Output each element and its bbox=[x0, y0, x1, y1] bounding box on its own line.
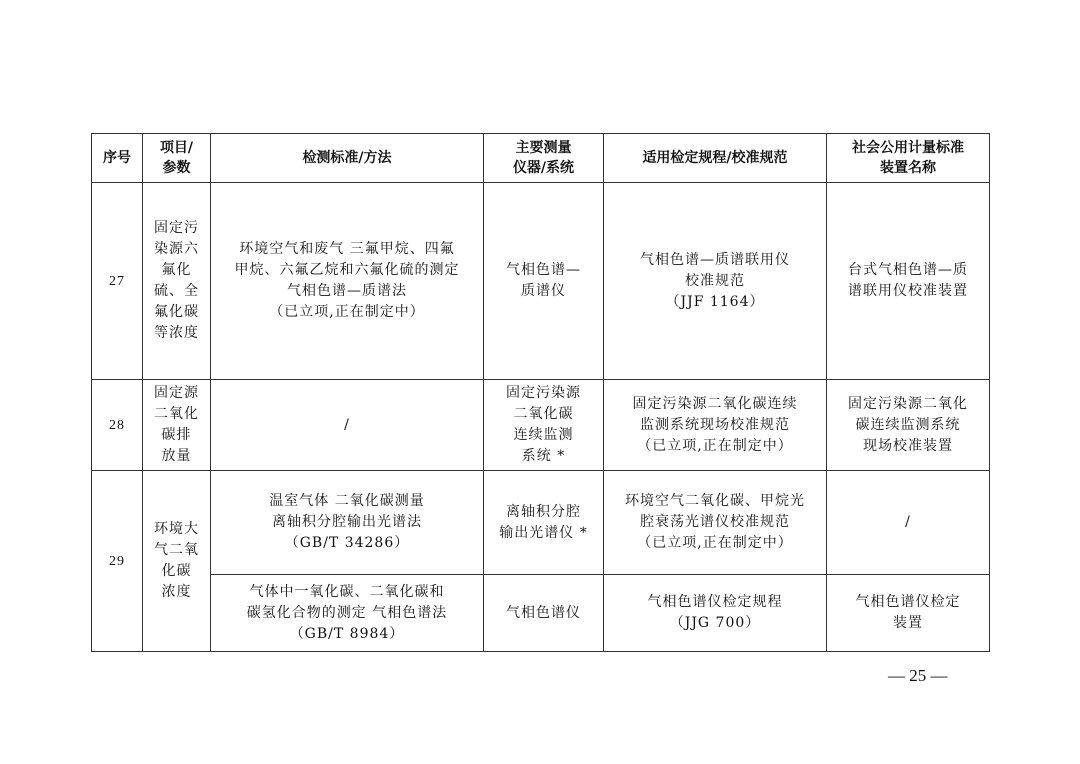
page-number: — 25 — bbox=[888, 666, 948, 685]
row-instrument-cell bbox=[484, 183, 604, 380]
row-standard-cell bbox=[211, 183, 484, 380]
header-device-line: 社会公用计量标准 bbox=[852, 140, 964, 156]
table-row bbox=[92, 471, 990, 575]
row-item-cell bbox=[143, 183, 211, 380]
cell-line: 离轴积分腔 bbox=[506, 503, 581, 520]
cell-line: / bbox=[344, 416, 350, 433]
cell-line: 气相色谱仪检定规程 bbox=[647, 594, 783, 610]
cell-line: 现场校准装置 bbox=[863, 437, 953, 454]
header-no: 序号 bbox=[92, 134, 143, 183]
cell-line: 固定源 bbox=[154, 385, 199, 401]
cell-line: 输出光谱仪 * bbox=[499, 524, 588, 541]
cell-line: 系统 * bbox=[521, 448, 566, 464]
header-device-line: 装置名称 bbox=[880, 160, 936, 176]
cell-line: （已立项,正在制定中） bbox=[637, 535, 793, 551]
cell-line: 气体中一氧化碳、二氧化碳和 bbox=[249, 583, 445, 600]
table-row bbox=[92, 183, 990, 380]
row-item-cell bbox=[143, 380, 211, 471]
row-no-cell: 28 bbox=[92, 380, 143, 471]
cell-line: 染源六 bbox=[154, 241, 199, 257]
row-standard-cell bbox=[211, 575, 484, 652]
cell-line: / bbox=[905, 514, 911, 530]
row-regulation-cell bbox=[604, 183, 827, 380]
table-header-row bbox=[92, 134, 990, 183]
header-item-line: 参数 bbox=[162, 160, 191, 176]
cell-line: 固定污染源 bbox=[506, 385, 581, 401]
cell-line: 气相色谱— bbox=[506, 262, 581, 278]
row-regulation-cell bbox=[604, 380, 827, 471]
cell-line: 浓度 bbox=[161, 584, 192, 600]
table-row bbox=[92, 380, 990, 471]
row-no-cell: 27 bbox=[92, 183, 143, 380]
row-regulation-cell bbox=[604, 471, 827, 575]
cell-line: 装置 bbox=[893, 615, 923, 631]
cell-line: 气相色谱—质谱联用仪 bbox=[640, 251, 790, 268]
cell-line: 校准规范 bbox=[685, 272, 745, 289]
cell-line: 连续监测 bbox=[513, 427, 574, 443]
cell-line: 碳氢化合物的测定 气相色谱法 bbox=[246, 604, 448, 621]
cell-line: 固定污染源二氧化碳连续 bbox=[632, 395, 798, 412]
cell-line: （JJF 1164） bbox=[665, 293, 765, 310]
row-device-cell bbox=[827, 471, 990, 575]
row-item-cell bbox=[143, 471, 211, 652]
cell-line: 固定污染源二氧化 bbox=[848, 395, 968, 412]
cell-line: 碳连续监测系统 bbox=[855, 416, 961, 433]
row-regulation-cell bbox=[604, 575, 827, 652]
cell-line: 气相色谱仪检定 bbox=[855, 594, 961, 610]
row-no-cell: 29 bbox=[92, 471, 143, 652]
cell-line: 气相色谱仪 bbox=[506, 604, 581, 621]
header-instrument-line: 主要测量 bbox=[515, 140, 572, 156]
cell-line: 离轴积分腔输出光谱法 bbox=[272, 514, 422, 530]
row-instrument-cell bbox=[484, 575, 604, 652]
row-standard-cell bbox=[211, 471, 484, 575]
cell-line: 台式气相色谱—质 bbox=[848, 262, 968, 278]
cell-line: 温室气体 二氧化碳测量 bbox=[269, 493, 425, 509]
row-device-cell bbox=[827, 380, 990, 471]
header-item bbox=[143, 134, 211, 183]
row-instrument-cell bbox=[484, 380, 604, 471]
cell-line: （已立项,正在制定中） bbox=[637, 437, 793, 454]
cell-line: 环境大 bbox=[154, 521, 199, 537]
cell-line: 腔衰荡光谱仪校准规范 bbox=[640, 514, 790, 530]
cell-line: 气相色谱—质谱法 bbox=[287, 283, 407, 299]
row-instrument-cell bbox=[484, 471, 604, 575]
header-standard: 检测标准/方法 bbox=[211, 134, 484, 183]
cell-line: 二氧化碳 bbox=[513, 406, 574, 422]
header-instrument bbox=[484, 134, 604, 183]
cell-line: 气二氧 bbox=[154, 542, 199, 558]
cell-line: （JJG 700） bbox=[669, 615, 761, 631]
metrology-table bbox=[91, 133, 990, 652]
cell-line: 二氧化 bbox=[154, 406, 199, 422]
row-standard-cell bbox=[211, 380, 484, 471]
cell-line: 监测系统现场校准规范 bbox=[640, 416, 790, 433]
cell-line: 放量 bbox=[161, 448, 192, 464]
cell-line: （GB/T 8984） bbox=[289, 625, 405, 642]
cell-line: 谱联用仪校准装置 bbox=[848, 283, 968, 299]
header-regulation: 适用检定规程/校准规范 bbox=[604, 134, 827, 183]
cell-line: 环境空气二氧化碳、甲烷光 bbox=[625, 493, 805, 509]
cell-line: （已立项,正在制定中） bbox=[269, 304, 425, 320]
cell-line: 等浓度 bbox=[154, 325, 199, 341]
cell-line: 环境空气和废气 三氟甲烷、四氟 bbox=[239, 241, 455, 257]
cell-line: 硫、全 bbox=[154, 283, 199, 299]
header-item-line: 项目/ bbox=[159, 140, 194, 156]
cell-line: 碳排 bbox=[161, 427, 192, 443]
cell-line: 化碳 bbox=[161, 563, 192, 579]
row-device-cell bbox=[827, 575, 990, 652]
cell-line: 质谱仪 bbox=[521, 283, 566, 299]
header-device bbox=[827, 134, 990, 183]
header-instrument-line: 仪器/系统 bbox=[512, 160, 575, 176]
cell-line: 甲烷、六氟乙烷和六氟化硫的测定 bbox=[234, 262, 460, 278]
cell-line: （GB/T 34286） bbox=[284, 535, 410, 551]
table-row bbox=[92, 575, 990, 652]
cell-line: 氟化 bbox=[161, 262, 192, 278]
cell-line: 固定污 bbox=[154, 220, 199, 236]
cell-line: 氟化碳 bbox=[154, 304, 199, 320]
row-device-cell bbox=[827, 183, 990, 380]
